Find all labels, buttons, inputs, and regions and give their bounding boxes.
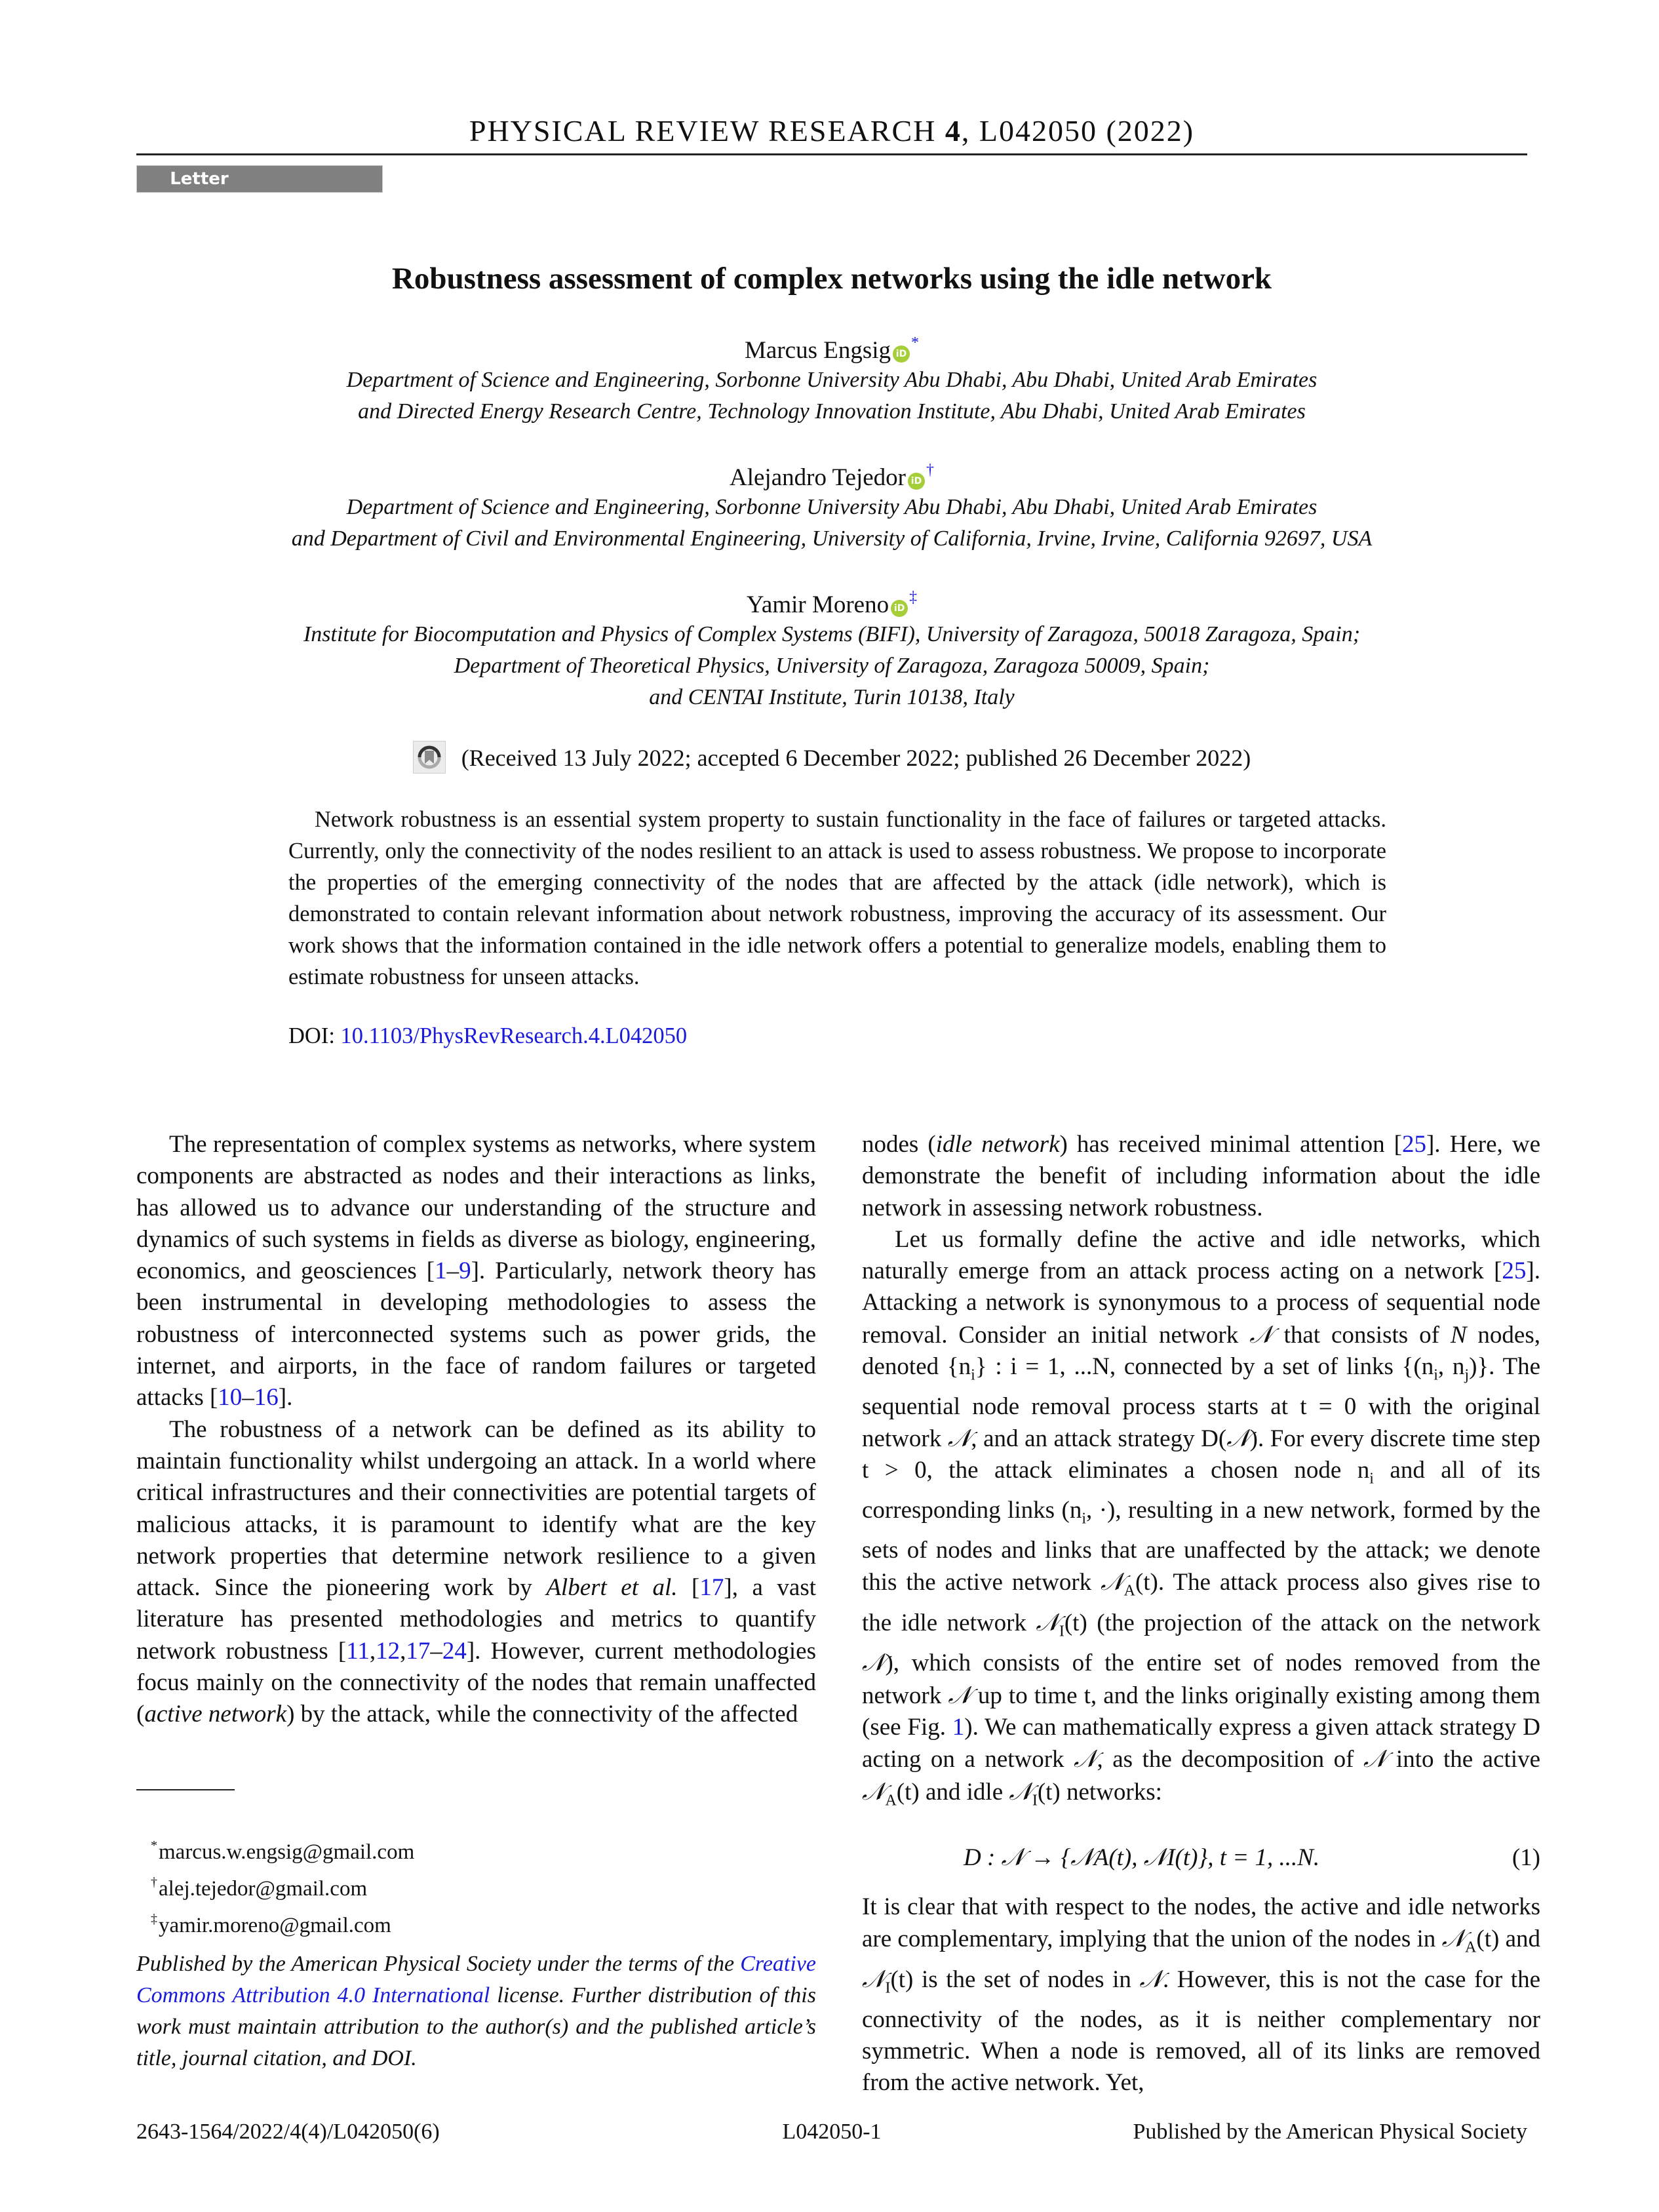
license-notice: Published by the American Physical Society under the terms of the Creative Commons Attribution 4.0 International license. Further distribution of this work must maintain attribution to the author(s) and the published article’s title, journal citation, and DOI.	[136, 1952, 816, 2070]
paragraph: It is clear that with respect to the nodes, the active and idle networks are complementary, implying that the union of the nodes in 𝒩$_A$(t) and 𝒩$_I$(t) is the set of nodes in 𝒩. However, this is not the case for the connectivity of the nodes, as it is neither complementary nor symmetric. When a node is removed, all of its links are removed from the active network. Yet,	[862, 1893, 1540, 2097]
author-1-affiliation-2: and Directed Energy Research Centre, Technology Innovation Institute, Abu Dhabi, United Arab Emirates	[358, 399, 1306, 424]
citation-link[interactable]: 16	[254, 1384, 279, 1412]
author-2-affiliation-1: Department of Science and Engineering, Sorbonne University Abu Dhabi, Abu Dhabi, United Arab Emirates	[346, 495, 1317, 519]
citation-link[interactable]: 9	[459, 1257, 471, 1285]
footnote-rule	[136, 1789, 235, 1790]
equation-body: D : 𝒩 → {𝒩A(t), 𝒩I(t)}, t = 1, ...N.	[964, 1844, 1320, 1871]
emphasis: idle network	[935, 1131, 1060, 1158]
footer-page-number: L042050-1	[782, 2120, 882, 2144]
footnote-link-2[interactable]: †	[926, 462, 934, 479]
publication-dates-row	[136, 741, 1527, 774]
abstract: Network robustness is an essential system property to sustain functionality in the face of failures or targeted attacks. Currently, only the connectivity of the nodes resilient to an attack is used to assess robustness. We propose to incorporate the properties of the emerging connectivity of the nodes that are affected by the attack (idle network), which is demonstrated to contain relevant information about network robustness, improving the accuracy of its assessment. Our work shows that the information contained in the idle network offers a potential to generalize models, enabling them to estimate robustness for unseen attacks.	[288, 807, 1386, 989]
paragraph: The representation of complex systems as networks, where system components are abstracted as nodes and their interactions as links, has allowed us to advance our understanding of the structure and dynamics of such systems in fields as diverse as biology, engineering, economics, and geosciences [1–9]. Particularly, network theory has been instrumental in developing methodologies to assess the robustness of interconnected systems such as power grids, the internet, and airports, in the face of random failures or targeted attacks [10–16].	[136, 1131, 816, 1412]
author-3-affiliation-2: Department of Theoretical Physics, University of Zaragoza, Zaragoza 50009, Spain;	[454, 654, 1210, 678]
orcid-icon[interactable]: iD	[908, 473, 925, 490]
citation-link[interactable]: 17	[406, 1637, 431, 1665]
author-1-affiliation-1: Department of Science and Engineering, Sorbonne University Abu Dhabi, Abu Dhabi, United Arab Emirates	[346, 368, 1317, 392]
footer-issn: 2643-1564/2022/4(4)/L042050(6)	[136, 2120, 440, 2144]
citation-link[interactable]: 1	[435, 1257, 447, 1285]
journal-volume: 4	[945, 114, 962, 148]
citation-link[interactable]: 17	[699, 1574, 724, 1602]
citation-link[interactable]: 24	[442, 1637, 467, 1665]
citation-link[interactable]: 25	[1502, 1257, 1527, 1285]
check-for-updates-icon[interactable]	[413, 741, 446, 774]
author-name: Yamir Moreno	[746, 591, 889, 618]
figure-link[interactable]: 1	[952, 1714, 965, 1741]
section-label-bar	[136, 165, 383, 193]
author-2-affiliation-2: and Department of Civil and Environmental Engineering, University of California, Irvine, Irvine, California 92697, USA	[291, 526, 1373, 551]
author-1	[136, 328, 1527, 366]
footnote: †alej.tejedor@gmail.com	[151, 1875, 368, 1901]
journal-name: PHYSICAL REVIEW RESEARCH	[469, 114, 937, 148]
footnotes	[151, 1830, 414, 1941]
paragraph: Let us formally define the active and idle networks, which naturally emerge from an attack process acting on a network [25]. Attacking a network is synonymous to a process of sequential node removal. Consider an initial network 𝒩 that consists of N nodes, denoted $\{n_i\}$ : i = 1, ...N, connected by a set of links {($n_i$, $n_j$)}. The sequential node removal process starts at t = 0 with the original network 𝒩, and an attack strategy D(𝒩). For every discrete time step t > 0, the attack eliminates a chosen node $n_i$ and all of its corresponding links ($n_i$, ·), resulting in a new network, formed by the sets of nodes and links that are unaffected by the attack; we denote this the active network 𝒩$_A$(t). The attack process also gives rise to the idle network 𝒩$_I$(t) (the projection of the attack on the network 𝒩), which consists of the entire set of nodes removed from the network 𝒩 up to time t, and the links originally existing among them (see Fig. 1). We can mathematically express a given attack strategy D acting on a network 𝒩, as the decomposition of 𝒩 into the active 𝒩$_A$(t) and idle 𝒩$_I$(t) networks:	[862, 1225, 1541, 1809]
author-3-affiliation-1: Institute for Biocomputation and Physics of Complex Systems (BIFI), University of Zaragoza, 50018 Zaragoza, Spain;	[303, 622, 1361, 646]
doi-line	[288, 1020, 687, 1052]
orcid-icon[interactable]: iD	[893, 346, 910, 363]
emphasis: Albert et al.	[546, 1574, 678, 1602]
author-2	[136, 455, 1527, 493]
equation-number: (1)	[1512, 1844, 1540, 1871]
citation-link[interactable]: 11	[346, 1637, 370, 1665]
author-email: yamir.moreno@gmail.com	[159, 1914, 391, 1937]
citation-link[interactable]: 12	[376, 1637, 400, 1665]
header-rule	[136, 153, 1527, 155]
doi-label: DOI:	[288, 1023, 335, 1048]
citation-link[interactable]: 10	[218, 1384, 243, 1412]
footnote: *marcus.w.engsig@gmail.com	[151, 1838, 415, 1864]
paper-title: Robustness assessment of complex networks using the idle network	[391, 262, 1272, 296]
cc-license-link[interactable]: Creative Commons Attribution 4.0 International	[136, 1952, 816, 2007]
article-id: L042050 (2022)	[979, 114, 1195, 148]
author-3-affiliation-3: and CENTAI Institute, Turin 10138, Italy	[649, 685, 1015, 709]
journal-header: PHYSICAL REVIEW RESEARCH 4, L042050 (2022)	[469, 114, 1195, 148]
paragraph: nodes (idle network) has received minimal attention [25]. Here, we demonstrate the benefit of including information about the idle network in assessing network robustness.	[862, 1131, 1541, 1221]
body-column-right	[862, 1129, 1540, 1816]
footnote-link-1[interactable]: *	[911, 334, 919, 351]
body-column-right-continued	[862, 1891, 1540, 2099]
body-column-left	[136, 1129, 816, 1731]
footnote-link-3[interactable]: ‡	[909, 589, 918, 606]
citation-link[interactable]: 25	[1401, 1131, 1426, 1158]
doi-link[interactable]: 10.1103/PhysRevResearch.4.L042050	[340, 1023, 688, 1048]
orcid-icon[interactable]: iD	[891, 600, 908, 617]
author-name: Marcus Engsig	[745, 337, 891, 364]
emphasis: active network	[144, 1701, 287, 1728]
author-email: marcus.w.engsig@gmail.com	[159, 1840, 415, 1864]
publication-dates: (Received 13 July 2022; accepted 6 December 2022; published 26 December 2022)	[461, 745, 1251, 771]
footnote: ‡yamir.moreno@gmail.com	[151, 1912, 391, 1937]
section-label: Letter	[170, 169, 229, 189]
author-email: alej.tejedor@gmail.com	[159, 1877, 368, 1901]
footer-publisher: Published by the American Physical Society	[1133, 2120, 1527, 2144]
author-3	[136, 582, 1527, 620]
paragraph: The robustness of a network can be defined as its ability to maintain functionality whilst undergoing an attack. In a world where critical infrastructures and their connectivities are potential targets of malicious attacks, it is paramount to identify what are the key network properties that determine network resilience to a given attack. Since the pioneering work by Albert et al. [17], a vast literature has presented methodologies and metrics to quantify network robustness [11,12,17–24]. However, current methodologies focus mainly on the connectivity of the nodes that remain unaffected (active network) by the attack, while the connectivity of the affected	[136, 1415, 817, 1728]
author-name: Alejandro Tejedor	[730, 464, 906, 491]
